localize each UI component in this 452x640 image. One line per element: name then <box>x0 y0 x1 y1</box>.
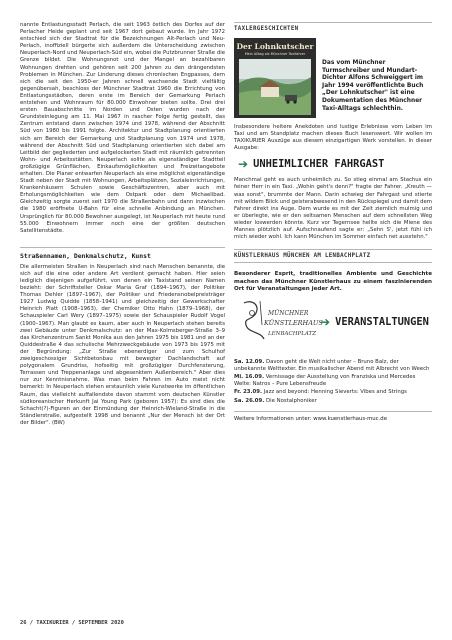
event-item <box>234 359 432 373</box>
taxlergeschichten-label: TAXLERGESCHICHTEN <box>234 26 299 32</box>
events-list <box>234 359 432 405</box>
arrow-right-icon: ➔ <box>320 315 331 330</box>
divider <box>234 411 432 412</box>
event-item <box>234 398 432 405</box>
events-heading-wrap <box>320 295 432 353</box>
event-date: Fr. 23.09. <box>234 389 263 396</box>
logo-line-1: MÜNCHNER <box>268 310 309 318</box>
story-title: UNHEIMLICHER FAHRGAST <box>253 158 385 171</box>
event-text: Vernissage der Ausstellung von Franziska und Mercedes Welte: Natros – Pure Lebensfreude <box>234 374 416 388</box>
event-date: Sa. 12.09. <box>234 359 265 366</box>
event-date: Mi. 16.09. <box>234 374 264 381</box>
event-text: Die Nostalphoniker <box>265 397 317 404</box>
event-date: Sa. 26.09. <box>234 397 265 404</box>
book-subtitle: Mein Alltag als Münchner Taxifahrer <box>244 52 306 56</box>
logo-line-2: KÜNSTLERHAUS <box>264 319 323 328</box>
section-heading-strassennamen: Straßennamen, Denkmalschutz, Kunst <box>20 251 151 260</box>
logo-line-3: LENBACHPLATZ <box>268 331 317 338</box>
book-feature <box>234 38 432 118</box>
event-text: Davon geht die Welt nicht unter – Bruno Balz, der unbekannte Welttexter. Ein musikalischer Abend mit Albrecht von Weech <box>234 359 430 373</box>
left-column <box>20 22 225 427</box>
story-heading <box>238 157 432 171</box>
events-heading <box>320 315 432 329</box>
article-strassennamen-text: Die allermeisten Straßen in Neuperlach sind nach Menschen benannte, die sich auf die eine oder andere Art verdient gemacht haben. Hier seien lediglich diejenigen aufgeführt, von denen ein Taxistand seinen Namen bezieht: der Schriftsteller Oskar Maria Graf (1894–1967), der Politiker Thomas Dehler (1897–1967), der Politiker und Friedensnobelpreisträger 1927 Ludwig Quidde (1858–1941) und gleichzeitig der Gewerkschafter Heinrich Platt (1908–1963), der Chemiker Otto Hahn (1879–1968), der Schauspieler Carl Wery (1897–1975) sowie der Schauspieler Rudolf Vogel (1900–1967). Man glaubt es kaum, aber auch in Neuperlach stehen bereits zwei Gebäude unter Denkmalschutz: an der Max-Kolmsberger-Straße 3–9 das Kirchenzentrum Sankt Monika aus den Jahren 1975 bis 1981 und an der Quiddestraße 4 das schulische Mehrzweckgebäude von 1973 bis 1975 mit der Begründung: „Zur Straße ebenerdiger und zum Schulhof zweigeschossiger Sichtbetonbau mit bewegter Dachlandschaft auf polygonalem Grundriss, hofseitig mit großzügiger Durchfensterung, Terrassen und Treppenanlage und abgesenktem Außenbereich." Aber dies nur zur Kenntnisnahme. Was man beim Fahren im Auto meist nicht bemerkt: In Neuperlach stehen erstaunlich viele Kunstwerke im öffentlichen Raum, das vielleicht auffallendste davon stammt vom deutschen Künstler südkoreanischer Herkunft Jai Young Park (geboren 1957): Es sind dies die Schacht(?)-Figuren an der Einmündung der Heinrich-Wieland-Straße in die Ständlerstraße, aufgestellt 1998 und benannt „Nur der Mensch ist der Ort der Bilder". (BW) <box>20 263 225 426</box>
event-item <box>234 389 432 396</box>
article-perlach-text: nannte Entlastungsstadt Perlach, die seit 1963 östlich des Dorfes auf der Perlacher Heide geplant und seit 1967 dort gebaut wurde. Im Jahr 1972 entschied sich der Stadtrat für die Bezeichnungen Alt-Perlach und Neu-Perlach, inoffiziell bürgerte sich außerdem die Unterscheidung zwischen Neuperlach-Nord und Neuperlach-Süd ein, wobei die Putzbrunner Straße die Grenze bildet. Die Wohnungsnot und der Mangel an bezahlbaren Wohnungen drehten und gehören seit 200 Jahren zu den drängendsten Problemen in München. Zur Linderung dieses chronischen Engpasses, dem sich die seit den 1950-er Jahren schnell wachsende Stadt vielfältig gegenübersah, beschloss der Münchner Stadtrat 1960 die Errichtung von Entlastungsstädten, deren erste im Bereich der Gemarkung Perlach entstehen und Wohnraum für 80.000 Einwohner bieten sollte. Drei drei ersten Bauabschnitte im Norden und Osten wurden nach der Grundsteinlegung am 11. Mai 1967 in rascher Folge fertig gestellt, das Zentrum entstand dann zwischen 1974 und 1978, während der Abschnitt Süd von 1980 bis 1991 folgte. Architektur und Stadtplanung orientierten sich am Bereich der Gemarkung und Stadtplanung von 1974 und 1978, während der Abschnitt Süd und Stadtplanung orientierten sich dabei am Leitbild der gegliederten und aufgelockerten Stadt mit räumlich getrennten Wohn- und Arbeitsstätten. Neuperlach sollte als eigenständiger Stadtteil großzügige Grünflächen, Einkaufsmöglichkeiten und Freizeitangebote erhalten. Die Planer entwarfen Neuperlach als eine möglichst eigenständige Stadt neben der Stadt mit Wohnungen, Arbeitsplätzen, Sozialeinrichtungen, Krankenhäusern Schulen sowie Geschäftszentren, aber auch mit Erholungsmöglichkeiten wie dem Ostpark oder dem Michaelibad. Gleichzeitig sorgte zuerst seit 1970 die Straßenbahn und dann inzwischen die 1980 eröffnete U-Bahn für eine schnelle Anbindung an München. Ursprünglich für 80.000 Bewohner ausgelegt, ist Neuperlach mit heute rund 55.000 Einwohnern immer noch eine der größten deutschen Satellitenstädte. <box>20 22 225 234</box>
story-text: Manchmal geht es auch unheimlich zu. So stieg einmal am Stachus ein feiner Herr in ein Taxi. „Wohin geht's denn?" fragte der Fahrer. „Kreuth — was sonst", brummte der Mann. Darin schwieg der Fahrgast und stierte mit wildem Blick und geisterabwesend in den Rückspiegel und damit dem Fahrer direkt ins Auge. Dem wurde es mit der Zeit ziemlich mulmig und er überlegte, wie er den seltsamen Menschen auf dem schnellsten Weg wieder loswerden könnte. Kurz vor Tegernsee hellte sich die Miene des Mannes plötzlich auf. Aufschnaufend sagte er: „Sehn S', jetzt fühl ich mich wieder wohl. Ich kann München im Sommer einfach net ausstehn." <box>234 177 432 241</box>
right-column <box>234 22 432 423</box>
website-link[interactable]: Weitere Informationen unter: www.kuenstlerhaus-muc.de <box>234 415 387 422</box>
book-title: Der Lohnkutscher <box>236 42 314 51</box>
kuenstlerhaus-logo-row <box>234 295 432 353</box>
book-cover-image <box>234 38 316 118</box>
book-description: Das vom Münchner Turmschreiber und Mundart-Dichter Alfons Schweiggert im Jahr 1994 veröffentlichte Buch „Der Lohnkutscher" ist eine Dokumentation des Münchner Taxi-Alltags schlechthin. <box>322 60 424 112</box>
kuenstlerhaus-feature <box>234 267 432 293</box>
divider <box>234 262 432 263</box>
arrow-right-icon: ➔ <box>238 157 249 172</box>
event-text: Jazz and beyond: Henning Sieverts: Vibes and Strings <box>263 389 407 396</box>
landscape-illustration <box>239 59 311 115</box>
divider <box>20 247 225 248</box>
divider <box>234 249 432 250</box>
kuenstlerhaus-logo <box>234 295 323 353</box>
page-footer: 26 / TAXIKURIER / SEPTEMBER 2020 <box>20 620 124 626</box>
event-item <box>234 374 432 388</box>
kuenstlerhaus-intro: Besonderer Esprit, traditionelles Ambiente und Geschichte machen das Münchner Künstlerhaus zu einem faszinierenden Ort für Veranstaltungen jeder Art. <box>234 271 432 292</box>
taxi-intro-text: Insbesondere heitere Anekdoten und lustige Erlebnisse vom Leben im Taxi und am Standplatz machen dieses Buch lesenswert. Wir wollen im TAXIKURIER Auszüge aus diesem einzigartigen Werk vorstellen. In dieser Ausgabe: <box>234 124 432 152</box>
kuenstlerhaus-label: KÜNSTLERHAUS MÜNCHEN AM LENBACHPLATZ <box>234 253 371 260</box>
events-title: VERANSTALTUNGEN <box>335 316 429 329</box>
divider <box>234 22 432 23</box>
